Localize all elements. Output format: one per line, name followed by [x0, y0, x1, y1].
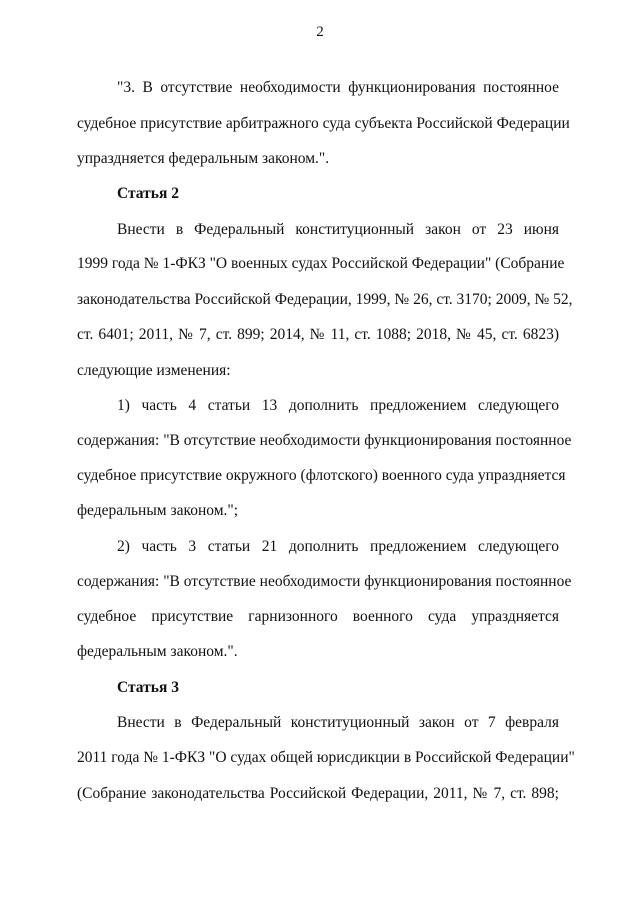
text-line: 2) часть 3 статьи 21 дополнить предложением следующего	[117, 538, 559, 555]
text-line: (Собрание законодательства Российской Федерации, 2011, № 7, ст. 898;	[77, 785, 559, 802]
text-line: содержания: "В отсутствие необходимости функционирования постоянное	[77, 573, 572, 590]
page-number: 2	[316, 24, 324, 40]
text-line: содержания: "В отсутствие необходимости функционирования постоянное	[77, 432, 572, 449]
text-line: ст. 6401; 2011, № 7, ст. 899; 2014, № 11, ст. 1088; 2018, № 45, ст. 6823)	[77, 326, 559, 343]
text-line: 2011 года № 1-ФКЗ "О судах общей юрисдикции в Российской Федерации"	[77, 749, 575, 766]
text-line: Внести в Федеральный конституционный закон от 7 февраля	[117, 714, 559, 731]
text-line: федеральным законом.".	[77, 643, 238, 660]
text-line: следующие изменения:	[77, 362, 231, 379]
text-line: 1999 года № 1-ФКЗ "О военных судах Российской Федерации" (Собрание	[77, 255, 565, 272]
text-line: упраздняется федеральным законом.".	[77, 150, 330, 167]
text-line: судебное присутствие арбитражного суда субъекта Российской Федерации	[77, 115, 570, 132]
text-line: судебное присутствие окружного (флотского) военного суда упраздняется	[77, 467, 566, 484]
text-line: 1) часть 4 статьи 13 дополнить предложением следующего	[117, 397, 559, 414]
article-heading: Статья 2	[117, 185, 179, 202]
article-heading: Статья 3	[117, 679, 179, 696]
text-line: Внести в Федеральный конституционный закон от 23 июня	[117, 221, 559, 238]
text-line: "3. В отсутствие необходимости функционирования постоянное	[117, 79, 559, 96]
text-line: судебное присутствие гарнизонного военного суда упраздняется	[77, 608, 559, 625]
text-line: законодательства Российской Федерации, 1999, № 26, ст. 3170; 2009, № 52,	[77, 291, 573, 308]
text-line: федеральным законом.";	[77, 502, 239, 519]
